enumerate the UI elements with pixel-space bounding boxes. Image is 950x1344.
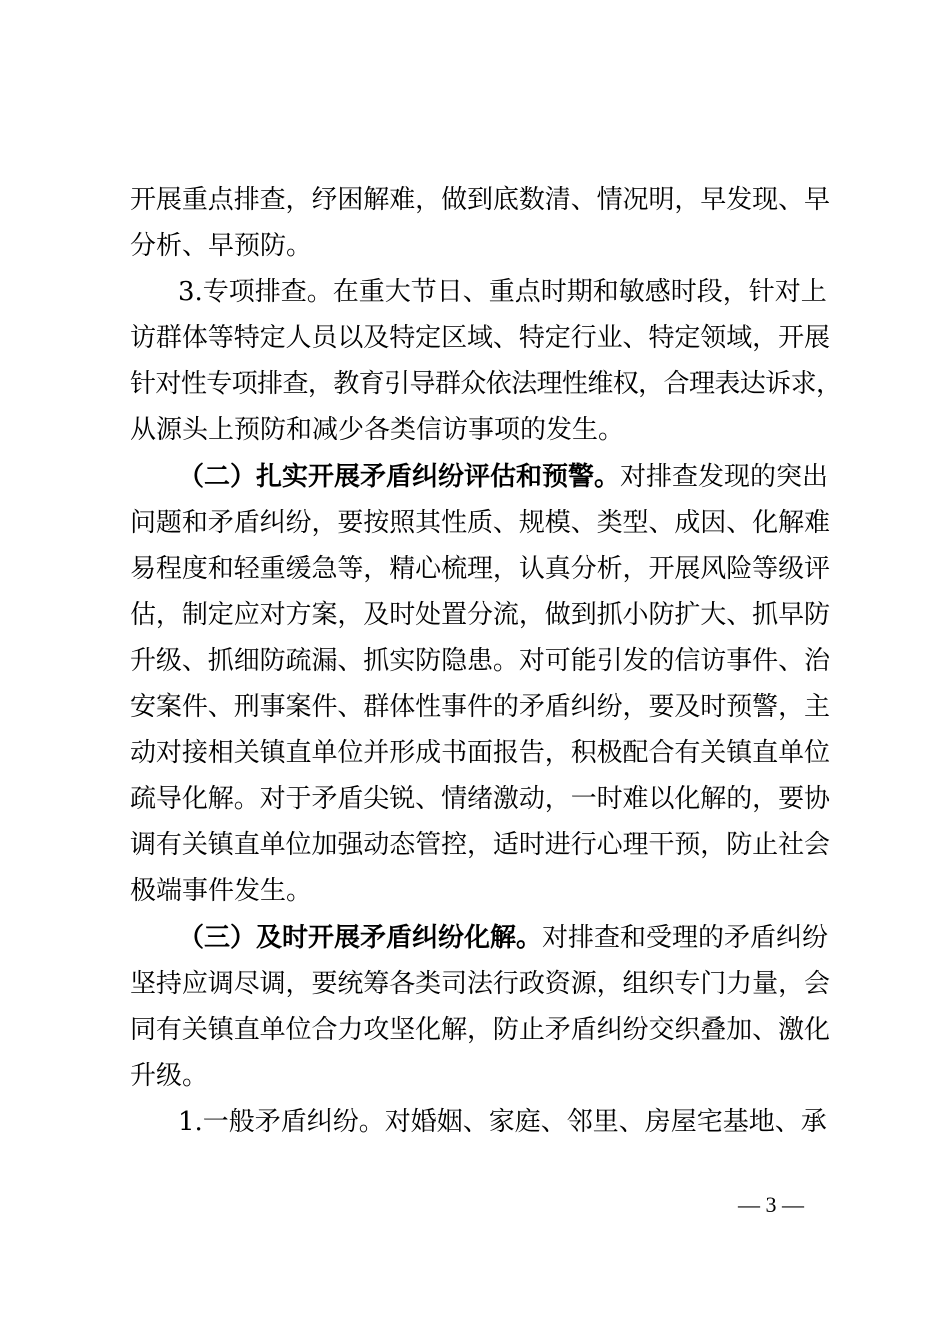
section-heading: （三）及时开展矛盾纠纷化解。 bbox=[178, 923, 543, 953]
body-line bbox=[130, 552, 830, 586]
body-line bbox=[130, 367, 841, 401]
text-run: 疏导化解。对于矛盾尖锐、情绪激动，一时难以化解的，要协 bbox=[130, 784, 830, 814]
text-run: 对排查发现的突出 bbox=[620, 462, 829, 492]
body-line bbox=[130, 321, 830, 355]
body-line bbox=[130, 598, 830, 632]
text-run: 针对性专项排查，教育引导群众依法理性维权，合理表达诉求， bbox=[130, 369, 842, 399]
text-run: 坚持应调尽调，要统筹各类司法行政资源，组织专门力量，会 bbox=[130, 969, 830, 999]
text-run: 1.一般矛盾纠纷。对婚姻、家庭、邻里、房屋宅基地、承 bbox=[178, 1107, 827, 1137]
body-line bbox=[130, 229, 312, 263]
text-run: 对排查和受理的矛盾纠纷 bbox=[542, 923, 829, 953]
body-line bbox=[178, 275, 827, 309]
body-line bbox=[130, 736, 830, 770]
body-line bbox=[130, 690, 830, 724]
body-line bbox=[130, 1059, 208, 1093]
body-line bbox=[130, 967, 830, 1001]
body-line bbox=[130, 1013, 830, 1047]
body-line bbox=[130, 874, 312, 908]
text-run: 同有关镇直单位合力攻坚化解，防止矛盾纠纷交织叠加、激化 bbox=[130, 1015, 830, 1045]
page-number: — 3 — bbox=[738, 1192, 804, 1217]
text-run: 调有关镇直单位加强动态管控，适时进行心理干预，防止社会 bbox=[130, 830, 830, 860]
text-run: 升级。 bbox=[130, 1061, 209, 1091]
body-line bbox=[130, 644, 830, 678]
text-run: 极端事件发生。 bbox=[130, 876, 313, 906]
body-line bbox=[130, 413, 624, 447]
body-line bbox=[178, 921, 828, 955]
text-run: 安案件、刑事案件、群体性事件的矛盾纠纷，要及时预警，主 bbox=[130, 692, 830, 722]
text-run: 升级、抓细防疏漏、抓实防隐患。对可能引发的信访事件、治 bbox=[130, 646, 830, 676]
text-run: 分析、早预防。 bbox=[130, 231, 313, 261]
text-run: 访群体等特定人员以及特定区域、特定行业、特定领域，开展 bbox=[130, 323, 830, 353]
body-line bbox=[178, 460, 828, 494]
text-run: 易程度和轻重缓急等，精心梳理，认真分析，开展风险等级评 bbox=[130, 554, 830, 584]
text-run: 问题和矛盾纠纷，要按照其性质、规模、类型、成因、化解难 bbox=[130, 508, 830, 538]
section-heading: （二）扎实开展矛盾纠纷评估和预警。 bbox=[178, 462, 621, 492]
body-line bbox=[130, 506, 830, 540]
body-line bbox=[130, 183, 830, 217]
text-run: 从源头上预防和减少各类信访事项的发生。 bbox=[130, 415, 625, 445]
text-run: 开展重点排查，纾困解难，做到底数清、情况明，早发现、早 bbox=[130, 185, 830, 215]
body-line bbox=[178, 1105, 827, 1139]
text-run: 3.专项排查。在重大节日、重点时期和敏感时段，针对上 bbox=[178, 277, 827, 307]
body-line bbox=[130, 782, 830, 816]
text-run: 动对接相关镇直单位并形成书面报告，积极配合有关镇直单位 bbox=[130, 738, 830, 768]
text-run: 估，制定应对方案，及时处置分流，做到抓小防扩大、抓早防 bbox=[130, 600, 830, 630]
body-line bbox=[130, 828, 830, 862]
